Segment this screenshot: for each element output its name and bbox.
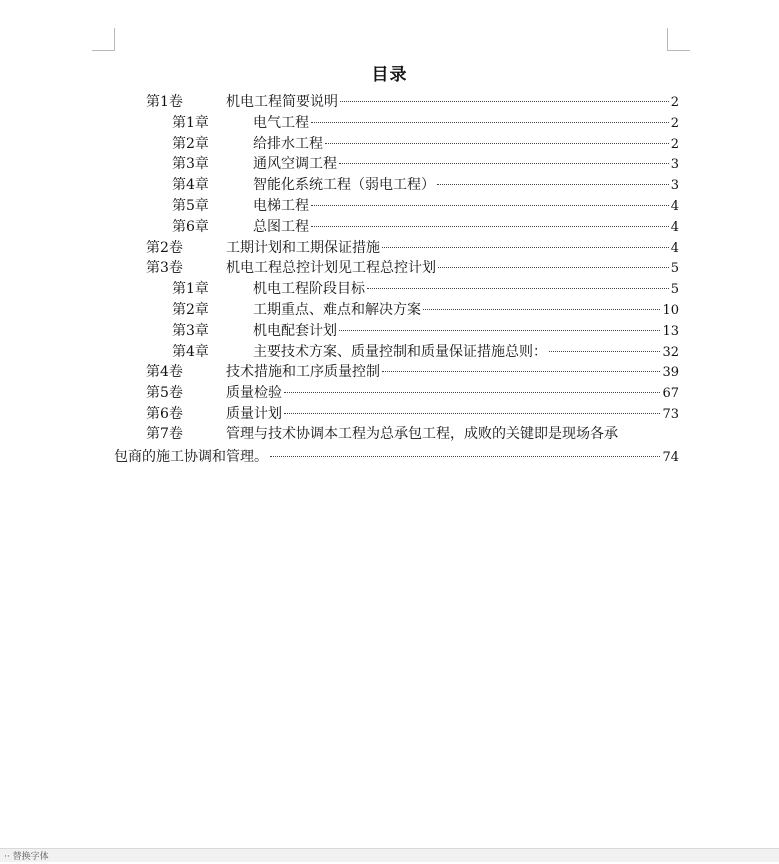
toc-row[interactable] <box>0 383 779 404</box>
toc-entry-page: 39 <box>662 365 679 381</box>
toc-entry-text: 技术措施和工序质量控制 <box>226 364 380 381</box>
toc-entry-page: 4 <box>670 240 679 256</box>
crop-mark-top-left <box>92 28 115 51</box>
toc-row[interactable] <box>0 342 779 363</box>
toc-entry-text-line1[interactable]: 管理与技术协调本工程为总承包工程，成败的关键即是现场各承 <box>226 426 618 442</box>
toc-row[interactable] <box>0 217 779 238</box>
toc-entry-page: 2 <box>670 136 679 152</box>
toc-leader-dots <box>382 371 660 372</box>
toc-entry-number: 第1卷 <box>146 94 183 110</box>
toc-row[interactable] <box>0 134 779 155</box>
toc-leader-dots <box>284 392 660 393</box>
toc-entry-text: 机电工程总控计划见工程总控计划 <box>226 260 436 277</box>
status-text: ·· 替换字体 <box>4 852 49 862</box>
toc-entry-number: 第1章 <box>172 281 209 298</box>
toc-entry-text: 机电工程简要说明 <box>226 94 338 110</box>
toc-entry-page: 5 <box>670 261 679 277</box>
toc-entry[interactable] <box>253 175 679 196</box>
toc-leader-dots <box>437 184 669 185</box>
toc-entry-text: 给排水工程 <box>253 135 323 152</box>
toc-entry-number: 第6章 <box>172 218 209 235</box>
toc-row[interactable] <box>0 238 779 259</box>
toc-leader-dots <box>423 309 660 310</box>
toc-entry[interactable] <box>253 154 679 175</box>
toc-row[interactable] <box>0 404 779 425</box>
toc-entry-text: 电气工程 <box>253 114 309 131</box>
toc-leader-dots <box>325 143 669 144</box>
toc-entry[interactable] <box>226 383 679 404</box>
toc-leader-dots <box>438 267 669 268</box>
toc-entry-number: 第3章 <box>172 156 209 173</box>
toc-leader-dots <box>382 247 669 248</box>
toc-entry-text: 机电配套计划 <box>253 322 337 339</box>
toc-row[interactable] <box>0 279 779 300</box>
toc-entry-page: 3 <box>670 178 679 194</box>
toc-entry-page: 3 <box>670 157 679 173</box>
toc-entry-text: 总图工程 <box>253 218 309 235</box>
toc-entry-number: 第4章 <box>172 177 209 194</box>
toc-entry-number: 第3卷 <box>146 260 183 277</box>
toc-entry[interactable] <box>253 134 679 155</box>
toc-entry[interactable] <box>253 196 679 217</box>
toc-entry-number: 第4卷 <box>146 364 183 381</box>
toc-entry-text: 智能化系统工程（弱电工程） <box>253 177 435 194</box>
toc-entry-text-line2-row[interactable] <box>114 447 679 468</box>
toc-entry-number: 第2卷 <box>146 239 183 256</box>
toc-entry-page: 32 <box>662 344 679 360</box>
toc-entry[interactable] <box>253 342 679 363</box>
toc-entry[interactable] <box>253 321 679 342</box>
toc-entry-text: 工期重点、难点和解决方案 <box>253 302 421 318</box>
toc-entry-text: 质量检验 <box>226 385 282 402</box>
toc-leader-dots <box>339 163 669 164</box>
toc-entry-page: 74 <box>662 450 679 465</box>
toc-entry-page: 2 <box>670 95 679 110</box>
toc-entry[interactable] <box>253 279 679 300</box>
toc-entry[interactable] <box>226 362 679 383</box>
toc-entry-number: 第2章 <box>172 135 209 152</box>
toc-leader-dots <box>339 330 660 331</box>
toc-entry-page: 10 <box>662 303 679 318</box>
toc-entry-page: 13 <box>662 323 679 339</box>
toc-entry[interactable] <box>226 238 679 259</box>
toc-leader-dots <box>367 288 669 289</box>
toc-leader-dots <box>284 413 660 414</box>
toc-entry-number: 第1章 <box>172 114 209 131</box>
toc-row[interactable] <box>0 258 779 279</box>
status-bar <box>0 848 779 862</box>
toc-row[interactable] <box>0 196 779 217</box>
toc-title: 目录 <box>371 65 408 85</box>
crop-mark-top-right <box>667 28 690 51</box>
toc-entry-number: 第6卷 <box>146 406 183 422</box>
toc-row[interactable] <box>0 321 779 342</box>
toc-entry-number: 第4章 <box>172 343 209 360</box>
toc-row[interactable] <box>0 113 779 134</box>
toc-entry-text: 机电工程阶段目标 <box>253 281 365 298</box>
toc-entry-page: 67 <box>662 386 679 402</box>
toc-entry-text-line2: 包商的施工协调和管理。 <box>114 449 268 465</box>
toc-entry-text: 通风空调工程 <box>253 156 337 173</box>
toc-row[interactable] <box>0 175 779 196</box>
toc-leader-dots <box>311 226 669 227</box>
toc-entry[interactable] <box>226 404 679 425</box>
toc-entry[interactable] <box>226 92 679 113</box>
toc-leader-dots <box>311 122 669 123</box>
toc-row[interactable] <box>0 300 779 321</box>
toc-entry[interactable] <box>253 300 679 321</box>
toc-entry-text: 工期计划和工期保证措施 <box>226 239 380 256</box>
toc-row[interactable] <box>0 154 779 175</box>
toc-entry-number: 第7卷 <box>146 426 183 442</box>
toc-entry-page: 5 <box>670 282 679 298</box>
toc-entry-number: 第5章 <box>172 198 209 214</box>
toc-entry[interactable] <box>253 217 679 238</box>
toc-entry-page: 4 <box>670 219 679 235</box>
toc-leader-dots <box>549 351 660 352</box>
toc-leader-dots <box>270 456 660 457</box>
toc-leader-dots <box>311 205 669 206</box>
toc-entry-number: 第2章 <box>172 302 209 318</box>
toc-row[interactable] <box>0 362 779 383</box>
toc-entry-page: 2 <box>670 115 679 131</box>
toc-entry[interactable] <box>253 113 679 134</box>
toc-row[interactable] <box>0 92 779 113</box>
toc-entry-number: 第5卷 <box>146 385 183 402</box>
toc-leader-dots <box>340 101 669 102</box>
toc-entry-text: 电梯工程 <box>253 198 309 214</box>
toc-entry-page: 73 <box>662 407 679 422</box>
toc-entry-number: 第3章 <box>172 322 209 339</box>
toc-entry-text: 质量计划 <box>226 406 282 422</box>
toc-entry[interactable] <box>226 258 679 279</box>
toc-entry-page: 4 <box>670 199 679 214</box>
toc-entry-text: 主要技术方案、质量控制和质量保证措施总则： <box>253 343 547 360</box>
